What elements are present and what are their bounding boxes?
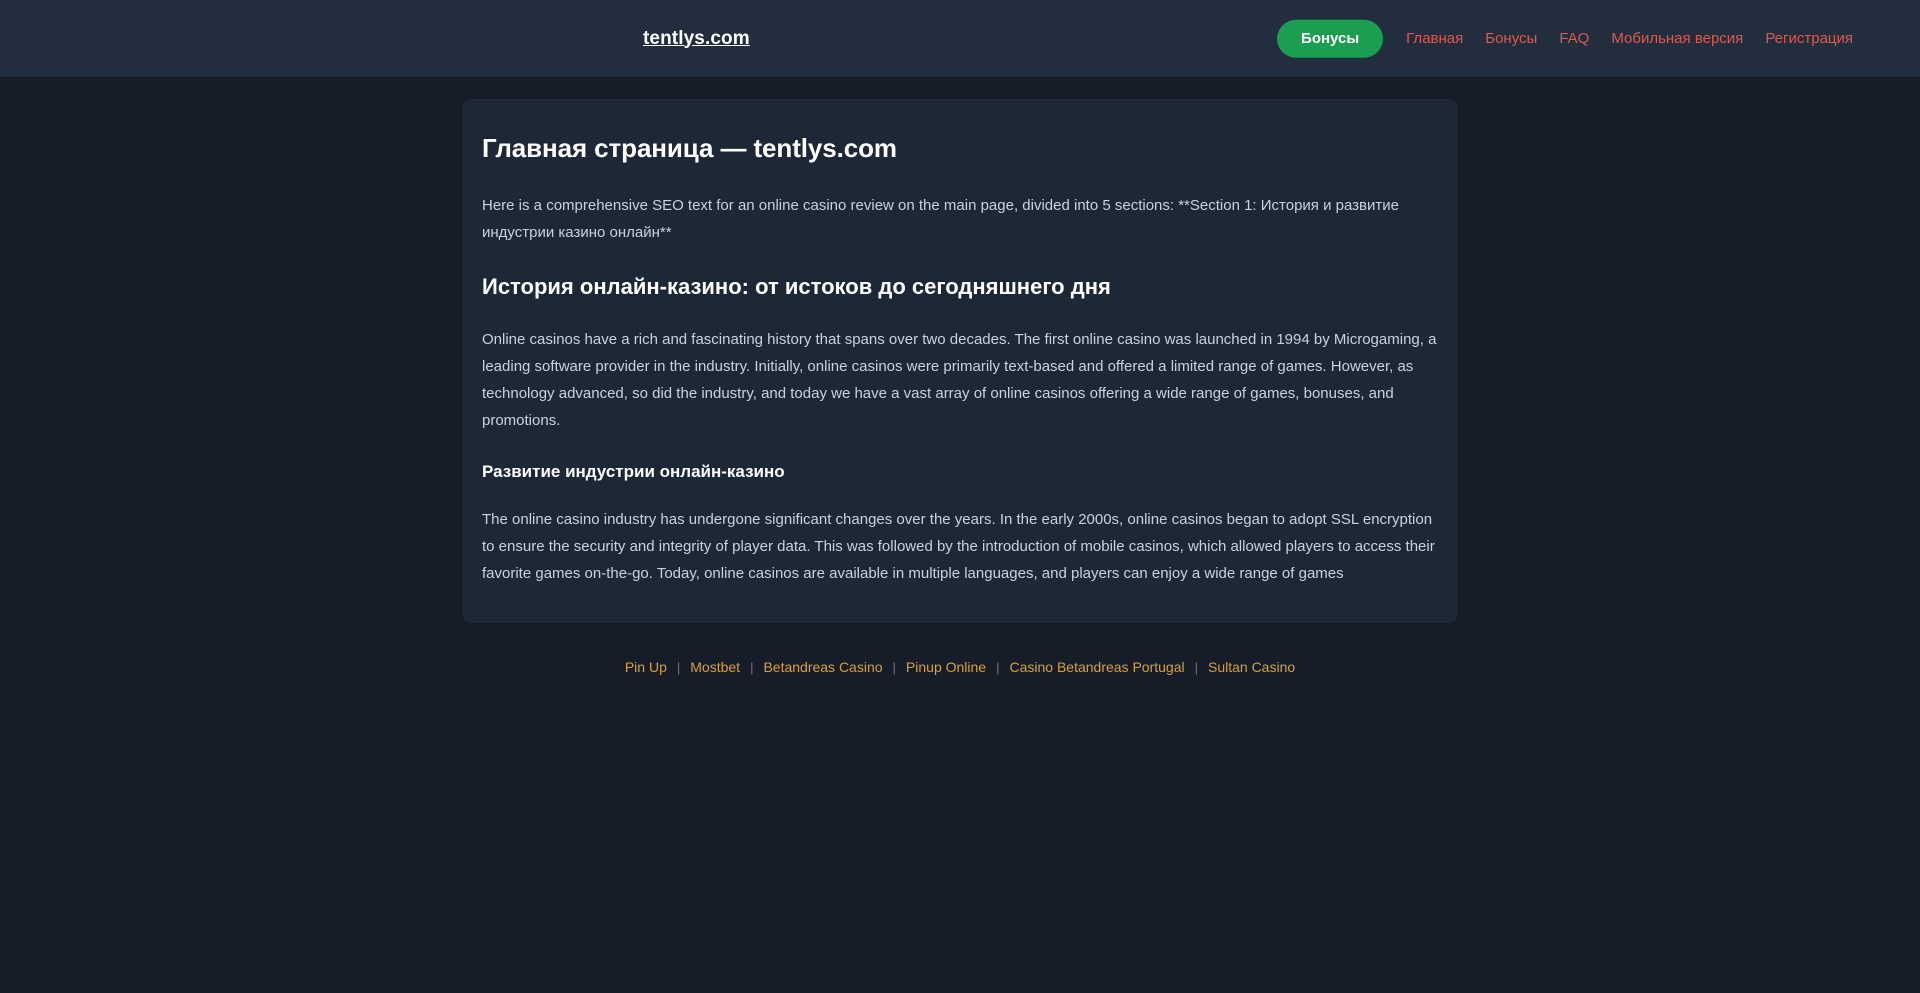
section-heading: История онлайн-казино: от истоков до сегодняшнего дня [482, 274, 1111, 299]
intro-paragraph: Here is a comprehensive SEO text for an online casino review on the main page, divided into 5 sections: **Section 1: История и развитие индустрии казино онлайн** [482, 197, 1399, 241]
site-brand[interactable]: tentlys.com [643, 27, 750, 49]
article-card [462, 99, 1458, 623]
footer-separator: | [750, 659, 754, 675]
footer-partner-links [0, 659, 1920, 675]
nav-item-faq[interactable]: FAQ [1559, 29, 1590, 47]
footer-link-pinup-online[interactable]: Pinup Online [905, 659, 987, 675]
bonus-button[interactable]: Бонусы [1277, 19, 1383, 58]
site-header [0, 0, 1920, 77]
footer-separator: | [1194, 659, 1198, 675]
nav-item-registration[interactable]: Регистрация [1765, 29, 1853, 47]
nav-item-mobile-version[interactable]: Мобильная версия [1611, 29, 1744, 47]
footer-separator: | [892, 659, 896, 675]
subsection-body-paragraph: The online casino industry has undergone significant changes over the years. In the early 2000s, online casinos began to adopt SSL encryption to ensure the security and integrity of player data. This was followed by the introduction of mobile casinos, which allowed players to access their favorite games on-the-go. Today, online casinos are available in multiple languages, and players can enjoy a wide range of games [482, 511, 1435, 582]
subsection-heading: Развитие индустрии онлайн-казино [482, 462, 785, 481]
primary-navigation [1277, 19, 1864, 58]
footer-link-pin-up[interactable]: Pin Up [624, 659, 667, 675]
nav-item-bonuses[interactable]: Бонусы [1485, 29, 1538, 47]
page-title: Главная страница — tentlys.com [482, 133, 897, 163]
content-wrapper [0, 77, 1920, 623]
footer-link-casino-betandreas-portugal[interactable]: Casino Betandreas Portugal [1009, 659, 1185, 675]
nav-item-home[interactable]: Главная [1406, 29, 1464, 47]
footer-separator: | [996, 659, 1000, 675]
footer-link-betandreas-casino[interactable]: Betandreas Casino [763, 659, 883, 675]
footer-link-mostbet[interactable]: Mostbet [690, 659, 741, 675]
footer-link-sultan-casino[interactable]: Sultan Casino [1207, 659, 1296, 675]
section-body-paragraph: Online casinos have a rich and fascinating history that spans over two decades. The first online casino was launched in 1994 by Microgaming, a leading software provider in the industry. Initially, online casinos were primarily text-based and offered a limited range of games. However, as technology advanced, so did the industry, and today we have a vast array of online casinos offering a wide range of games, bonuses, and promotions. [482, 331, 1437, 429]
footer-separator: | [676, 659, 681, 675]
